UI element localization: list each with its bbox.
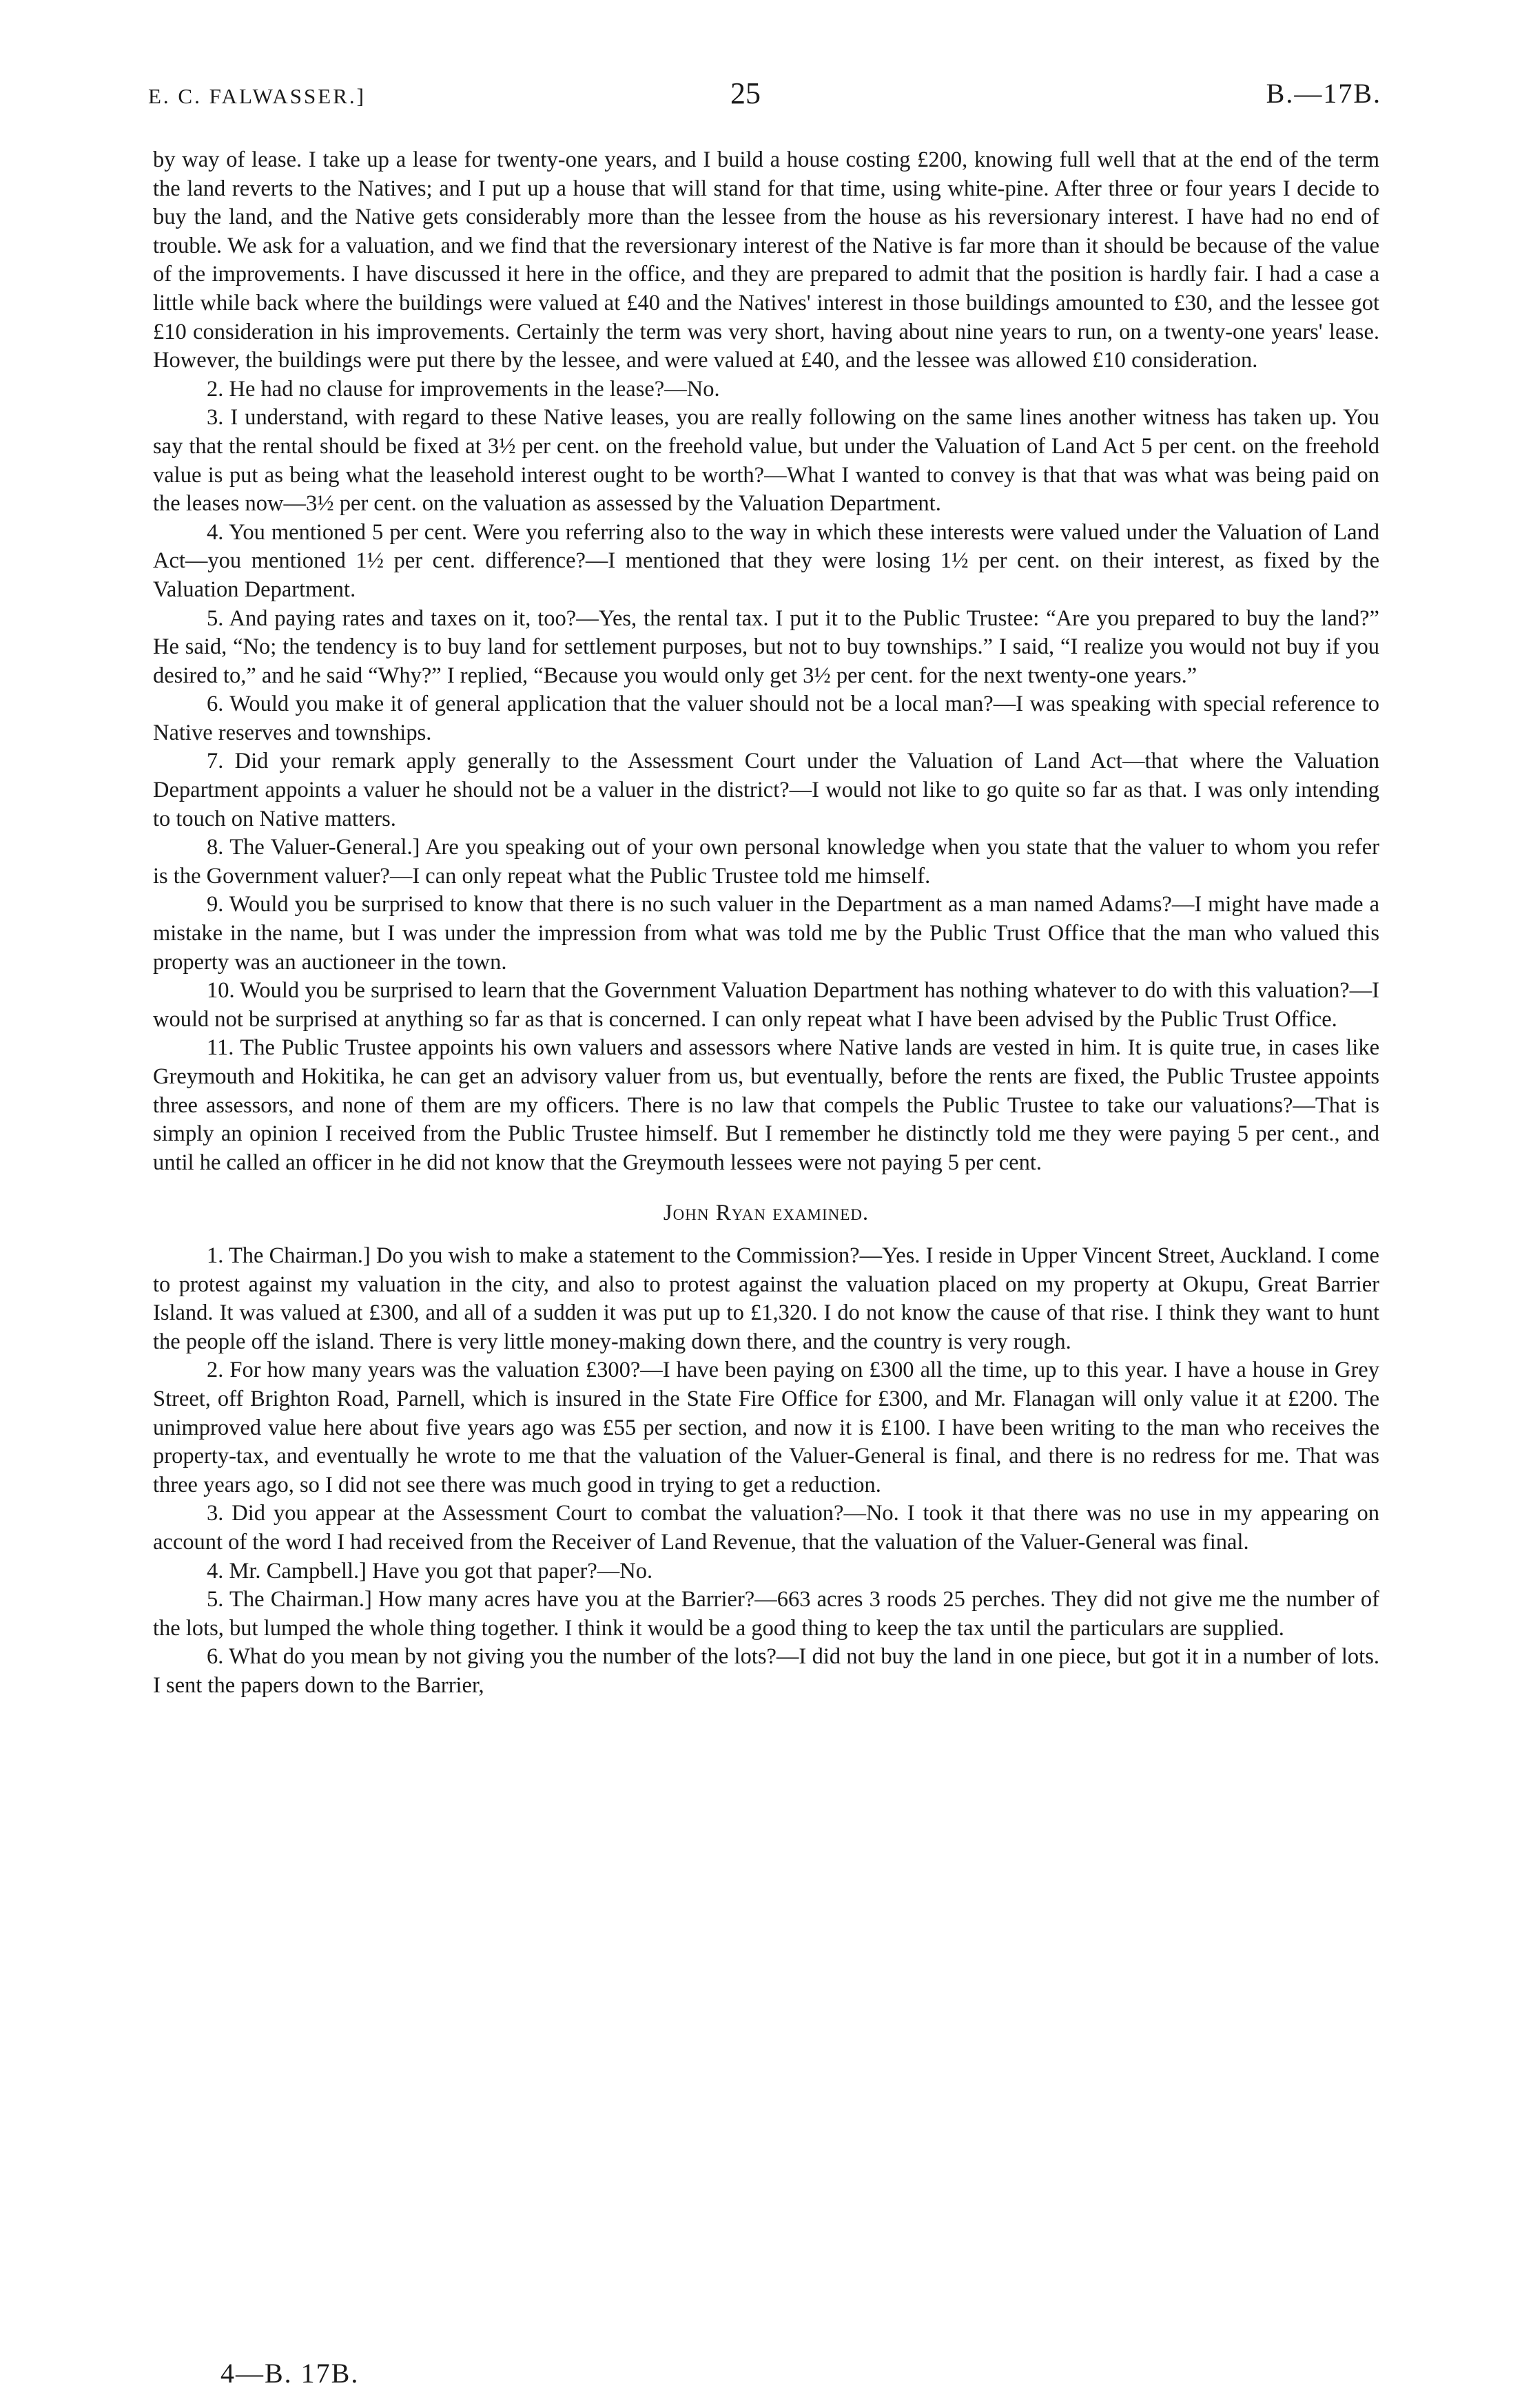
paragraph: by way of lease. I take up a lease for twenty-one years, and I build a house costing £200, knowing full well that at the end of the term the land reverts to the Natives; and I put up a house that will stand for that time, using white-pine. After three or four years I decide to buy the land, and the Native gets considerably more than the lessee from the house as his reversionary interest. I have had no end of trouble. We ask for a valuation, and we find that the reversionary interest of the Native is far more than it should be because of the value of the improvements. I have discussed it here in the office, and they are prepared to admit that the position is hardly fair. I had a case a little while back where the buildings were valued at £40 and the Natives' interest in those buildings amounted to £30, and the lessee got £10 consideration in his improvements. Certainly the term was very short, having about nine years to run, on a twenty-one years' lease. However, the buildings were put there by the lessee, and were valued at £40, and the lessee was allowed £10 consideration. xyxy=(153,147,1379,373)
paragraph: 5. And paying rates and taxes on it, too?—Yes, the rental tax. I put it to the Public Trustee: “Are you prepared to buy the land?” He said, “No; the tendency is to buy land for settlement purposes, but not to buy townships.” I said, “I realize you would not buy if you desired to,” and he said “Why?” I replied, “Because you would only get 3½ per cent. for the next twenty-one years.” xyxy=(153,605,1379,688)
page-header xyxy=(148,76,1381,124)
paragraph: 6. Would you make it of general application that the valuer should not be a local man?—I was speaking with special reference to Native reserves and townships. xyxy=(153,692,1379,745)
paragraph: 9. Would you be surprised to know that there is no such valuer in the Department as a man named Adams?—I might have made a mistake in the name, but I was under the impression from what was told me by the Public Trust Office that the man who valued this property was an auctioneer in the town. xyxy=(153,892,1379,975)
page-footer-signature: 4—B. 17B. xyxy=(220,2358,360,2389)
section-heading: John Ryan examined. xyxy=(663,1201,870,1226)
paragraph: 4. Mr. Campbell.] Have you got that paper?—No. xyxy=(207,1558,653,1584)
paragraph: 7. Did your remark apply generally to the Assessment Court under the Valuation of Land Act—that where the Valuation Department appoints a valuer he should not be a valuer in the district?—I would not like to go quite so far as that. I was only intending to touch on Native matters. xyxy=(153,749,1379,831)
paragraph: 6. What do you mean by not giving you the number of the lots?—I did not buy the land in one piece, but got it in a number of lots. I sent the papers down to the Barrier, xyxy=(153,1644,1379,1698)
paragraph: 10. Would you be surprised to learn that the Government Valuation Department has nothing whatever to do with this valuation?—I would not be surprised at anything so far as that is concerned. I can only repeat what I have been advised by the Public Trust Office. xyxy=(153,978,1379,1032)
paragraph: 3. Did you appear at the Assessment Court to combat the valuation?—No. I took it that there was no use in my appearing on account of the word I had received from the Receiver of Land Revenue, that the valuation of the Valuer-General was final. xyxy=(153,1501,1379,1555)
paragraph: 5. The Chairman.] How many acres have you at the Barrier?—663 acres 3 roods 25 perches. They did not give me the number of the lots, but lumped the whole thing together. I think it would be a good thing to keep the tax until the particulars are supplied. xyxy=(153,1587,1379,1641)
paragraph: 1. The Chairman.] Do you wish to make a statement to the Commission?—Yes. I reside in Upper Vincent Street, Auckland. I come to protest against my valuation in the city, and also to protest against the valuation placed on my property at Okupu, Great Barrier Island. It was valued at £300, and all of a sudden it was put up to £1,320. I do not know the cause of that rise. I think they want to hunt the people off the island. There is very little money-making down there, and the country is very rough. xyxy=(153,1243,1379,1354)
document-reference: B.—17B. xyxy=(1266,78,1381,109)
paragraph: 3. I understand, with regard to these Native leases, you are really following on the same lines another witness has taken up. You say that the rental should be fixed at 3½ per cent. on the freehold value, but under the Valuation of Land Act 5 per cent. on the freehold value is put as being what the leasehold interest ought to be worth?—What I wanted to convey is that that was what was being paid on the leases now—3½ per cent. on the valuation as assessed by the Valuation Department. xyxy=(153,405,1379,517)
paragraph: 2. He had no clause for improvements in the lease?—No. xyxy=(207,376,720,402)
paragraph: 4. You mentioned 5 per cent. Were you referring also to the way in which these interests were valued under the Valuation of Land Act—you mentioned 1½ per cent. difference?—I mentioned that they were losing 1½ per cent. on their interest, as fixed by the Valuation Department. xyxy=(153,519,1379,602)
paragraph: 11. The Public Trustee appoints his own valuers and assessors where Native lands are vested in him. It is quite true, in cases like Greymouth and Hokitika, he can get an advisory valuer from us, but eventually, before the rents are fixed, the Public Trustee appoints three assessors, and none of them are my officers. There is no law that compels the Public Trustee to take our valuations?—That is simply an opinion I received from the Public Trustee himself. But I remember he distinctly told me they were paying 5 per cent., and until he called an officer in he did not know that the Greymouth lessees were not paying 5 per cent. xyxy=(153,1035,1379,1175)
witness-name-header: E. C. FALWASSER.] xyxy=(148,84,366,108)
paragraph: 8. The Valuer-General.] Are you speaking out of your own personal knowledge when you state that the valuer to whom you refer is the Government valuer?—I can only repeat what the Public Trustee told me himself. xyxy=(153,835,1379,889)
paragraph: 2. For how many years was the valuation £300?—I have been paying on £300 all the time, up to this year. I have a house in Grey Street, off Brighton Road, Parnell, which is insured in the State Fire Office for £300, and Mr. Flanagan will only value it at £200. The unimproved value here about five years ago was £55 per section, and now it is £100. I have been writing to the man who receives the property-tax, and eventually he wrote to me that the valuation of the Valuer-General is final, and there is no redress for me. That was three years ago, so I did not see there was much good in trying to get a reduction. xyxy=(153,1358,1379,1497)
body-text xyxy=(153,146,1379,1700)
page-number: 25 xyxy=(730,76,761,110)
